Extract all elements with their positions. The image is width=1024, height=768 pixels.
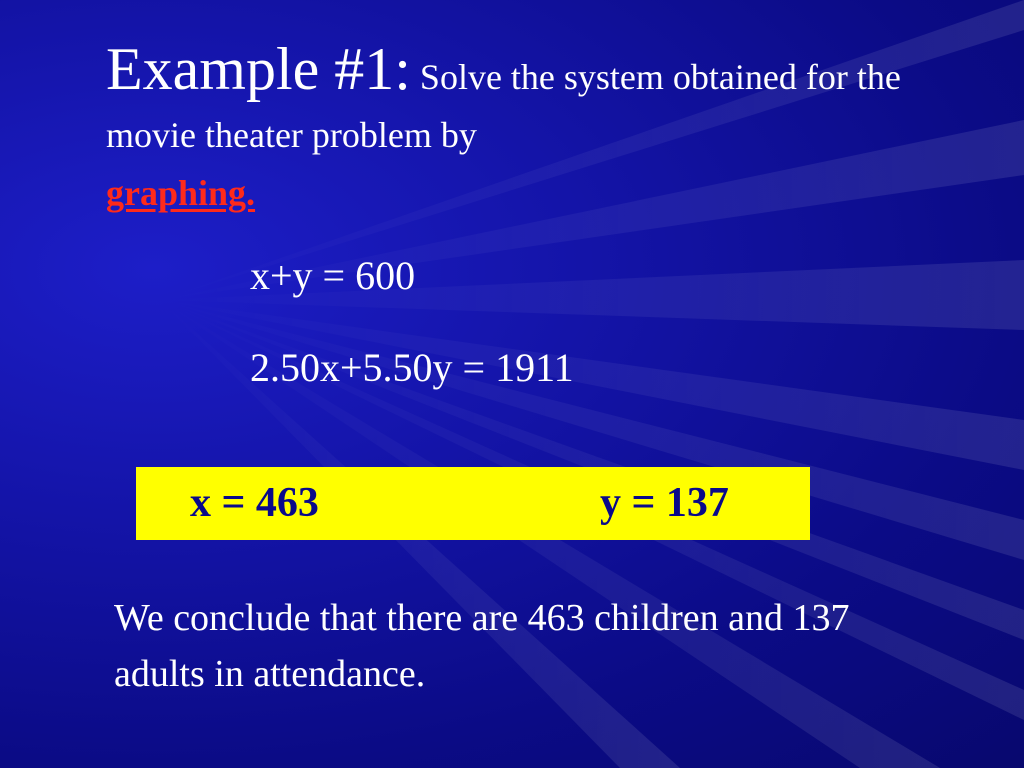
- answer-box: [136, 467, 810, 540]
- slide-title: [106, 36, 906, 222]
- equation-2: 2.50x+5.50y = 1911: [250, 345, 574, 390]
- title-emphasis: graphing.: [106, 173, 256, 213]
- answer-x: x = 463: [190, 480, 319, 526]
- title-heading: Example #1:: [106, 36, 411, 102]
- conclusion-text: We conclude that there are 463 children and 137 adults in attendance.: [114, 597, 850, 695]
- title-body: Solve the system obtained for the movie theater problem by: [106, 57, 901, 155]
- equation-1: x+y = 600: [250, 253, 416, 298]
- answer-y: y = 137: [600, 480, 729, 526]
